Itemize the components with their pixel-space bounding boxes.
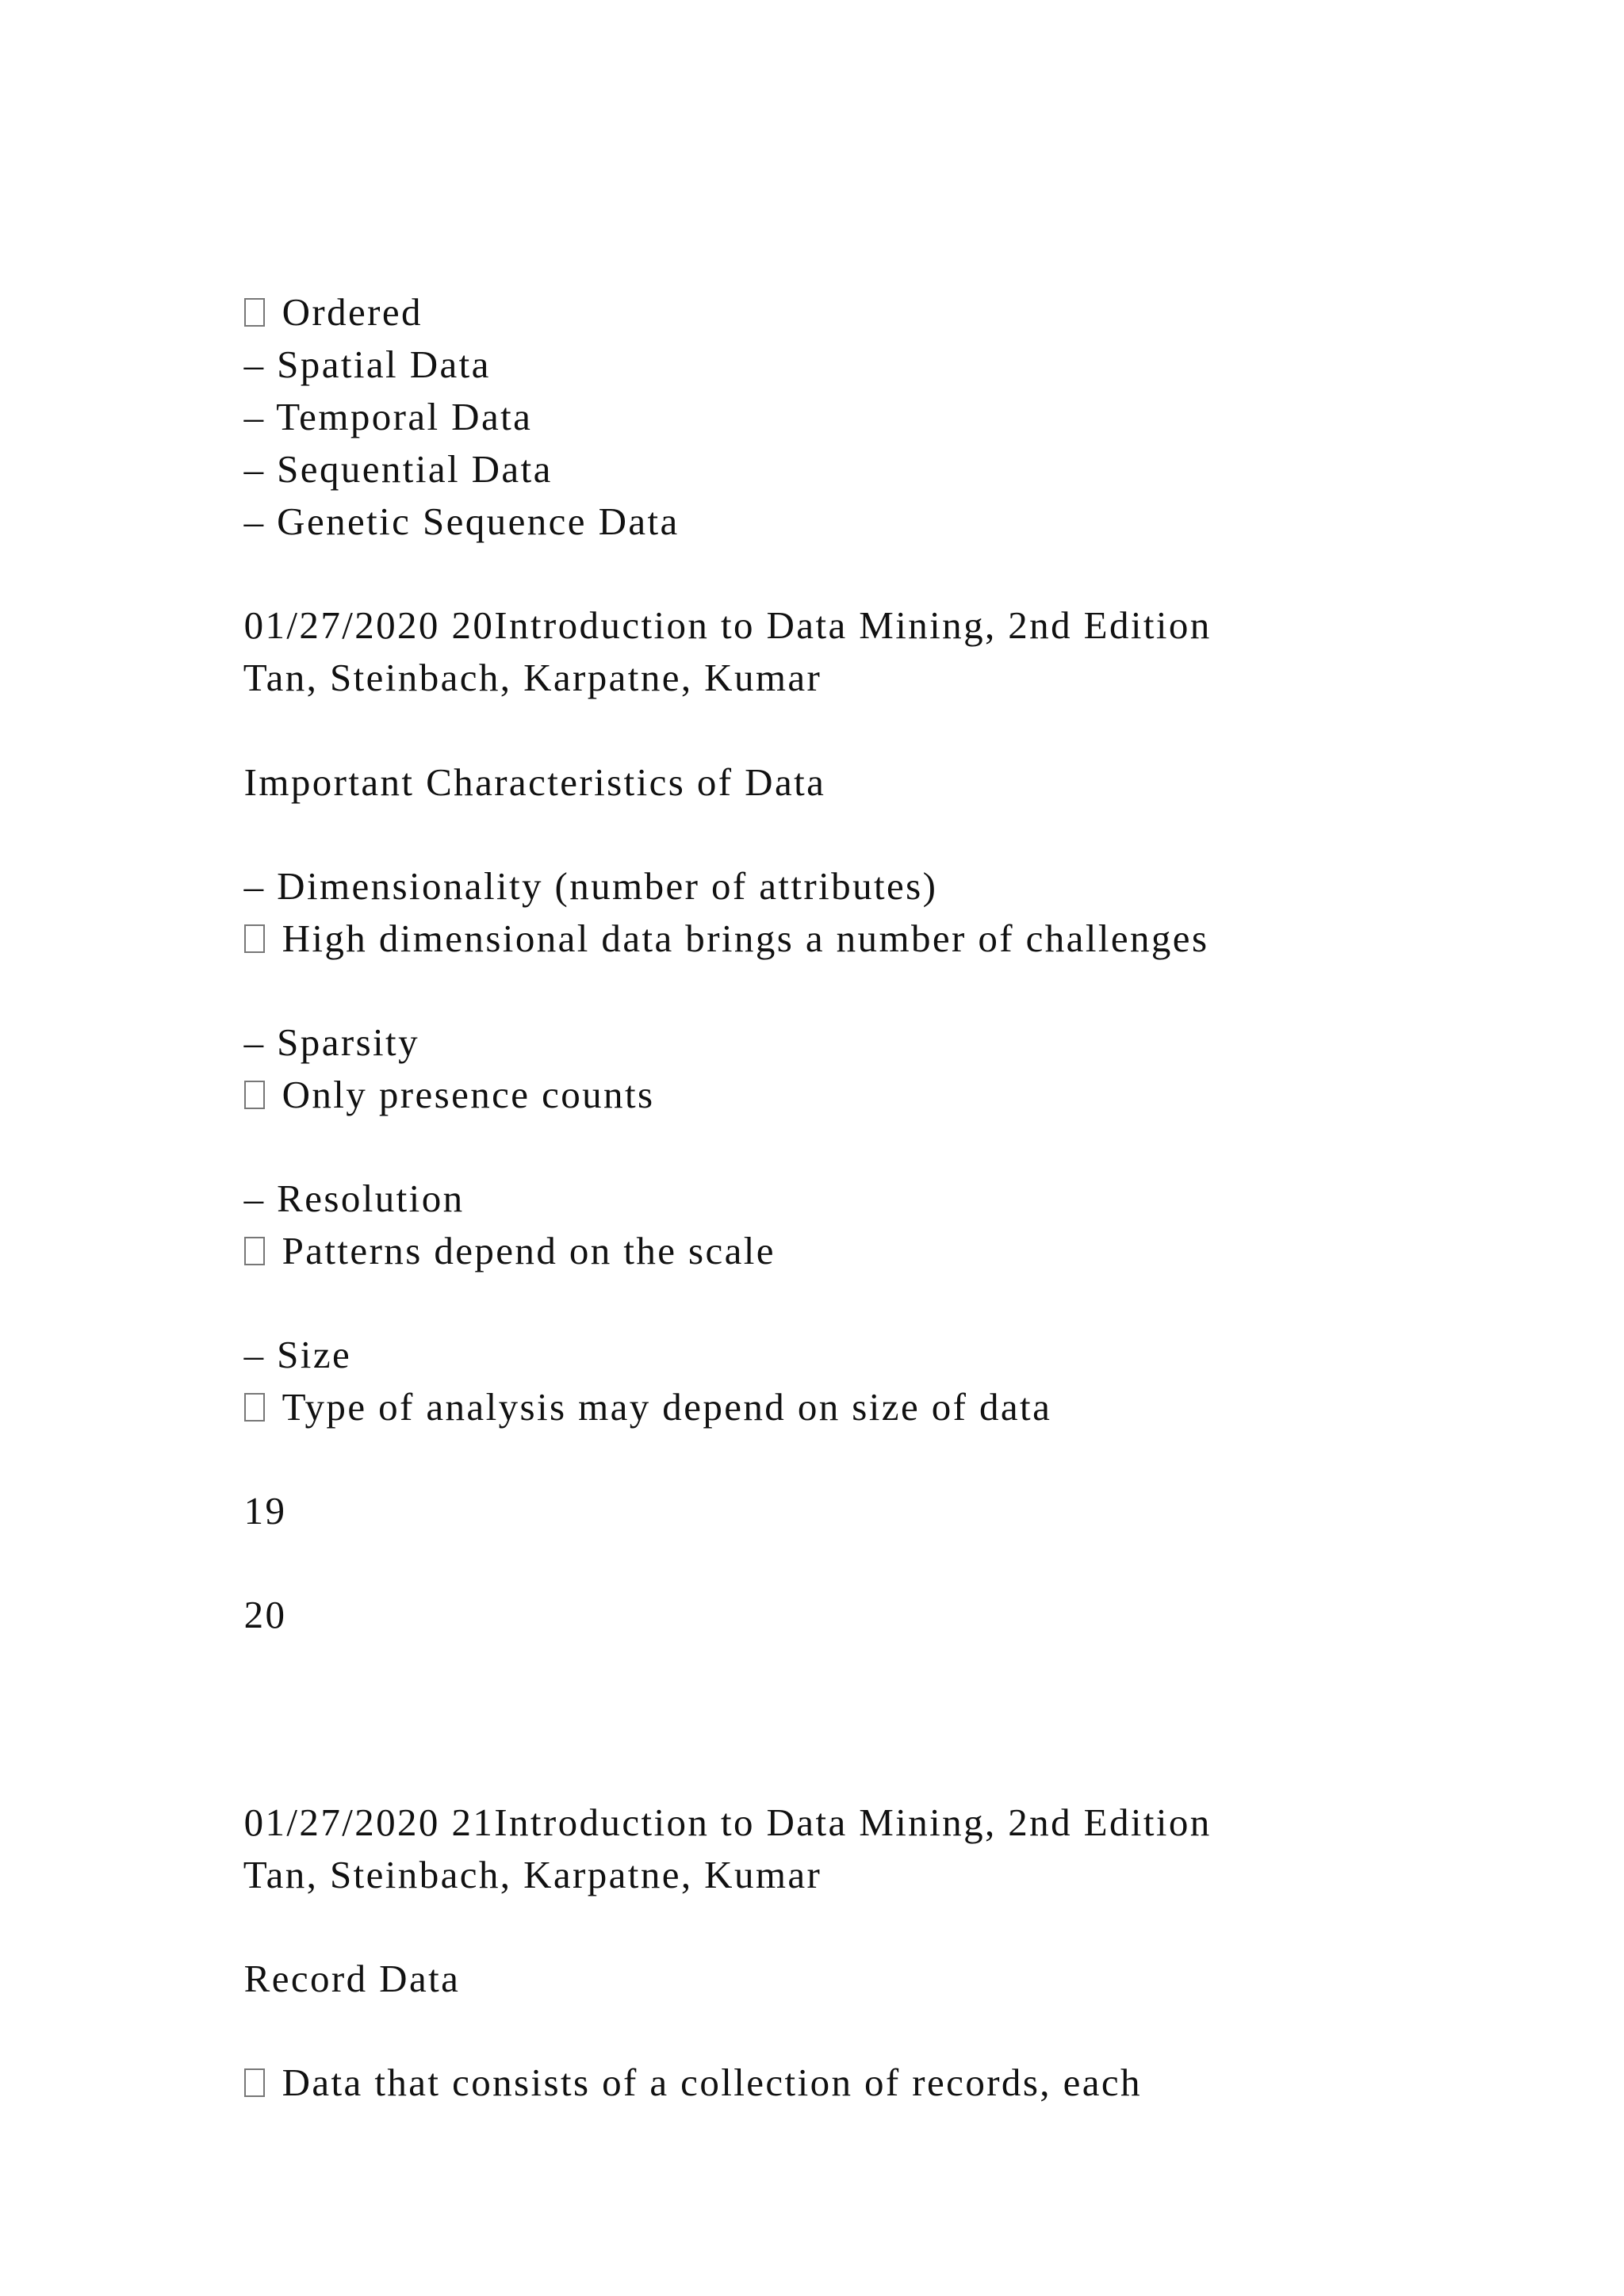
slide-authors — [197, 1816, 822, 1896]
line-text: Patterns depend on the scale — [282, 1229, 776, 1272]
line-text: – Size — [243, 1333, 352, 1376]
line-text: Tan, Steinbach, Karpatne, Kumar — [243, 656, 822, 699]
bullet-presence — [197, 1036, 655, 1116]
page-number — [197, 1452, 287, 1533]
line-text: – Dimensionality (number of attributes) — [243, 864, 938, 908]
line-text: – Spatial Data — [243, 342, 491, 386]
line-text: – Genetic Sequence Data — [243, 499, 680, 543]
bullet-patterns — [197, 1192, 776, 1272]
sub-item-genetic — [197, 463, 680, 543]
sub-item-spatial — [197, 306, 491, 386]
line-text: Ordered — [282, 290, 423, 334]
missing-glyph-icon — [244, 1237, 265, 1265]
page-number — [197, 1556, 287, 1636]
line-text: Important Characteristics of Data — [243, 760, 826, 804]
sub-item-dimensionality — [197, 828, 938, 908]
slide-authors — [197, 619, 822, 699]
line-text: High dimensional data brings a number of challenges — [282, 916, 1209, 960]
sub-item-sequential — [197, 411, 553, 491]
sub-item-size — [197, 1296, 352, 1376]
line-text: 20 — [243, 1593, 287, 1636]
section-heading — [197, 1920, 461, 2000]
bullet-analysis — [197, 1349, 1052, 1429]
line-text: 01/27/2020 21Introduction to Data Mining, 2nd Edition — [243, 1800, 1212, 1844]
missing-glyph-icon — [244, 1393, 265, 1422]
section-heading — [197, 724, 826, 804]
line-text: – Sequential Data — [243, 447, 553, 491]
slide-header — [197, 1764, 1212, 1844]
bullet-high-dimensional — [197, 880, 1209, 960]
bullet-ordered — [197, 254, 423, 334]
line-text: – Sparsity — [243, 1020, 419, 1064]
line-text: 19 — [243, 1489, 287, 1533]
line-text: – Resolution — [243, 1177, 465, 1220]
line-text: 01/27/2020 20Introduction to Data Mining, 2nd Edition — [243, 603, 1212, 647]
line-text: Tan, Steinbach, Karpatne, Kumar — [243, 1853, 822, 1896]
sub-item-sparsity — [197, 984, 419, 1064]
slide-header — [197, 567, 1212, 647]
sub-item-resolution — [197, 1140, 465, 1220]
line-text: Type of analysis may depend on size of data — [282, 1385, 1052, 1429]
missing-glyph-icon — [244, 1081, 265, 1109]
line-text: – Temporal Data — [243, 395, 533, 438]
bullet-record-data — [197, 2024, 1142, 2104]
line-text: Data that consists of a collection of records, each — [282, 2061, 1142, 2104]
line-text: Record Data — [243, 1957, 461, 2000]
missing-glyph-icon — [244, 2068, 265, 2097]
missing-glyph-icon — [244, 924, 265, 953]
sub-item-temporal — [197, 358, 533, 438]
line-text: Only presence counts — [282, 1073, 655, 1116]
